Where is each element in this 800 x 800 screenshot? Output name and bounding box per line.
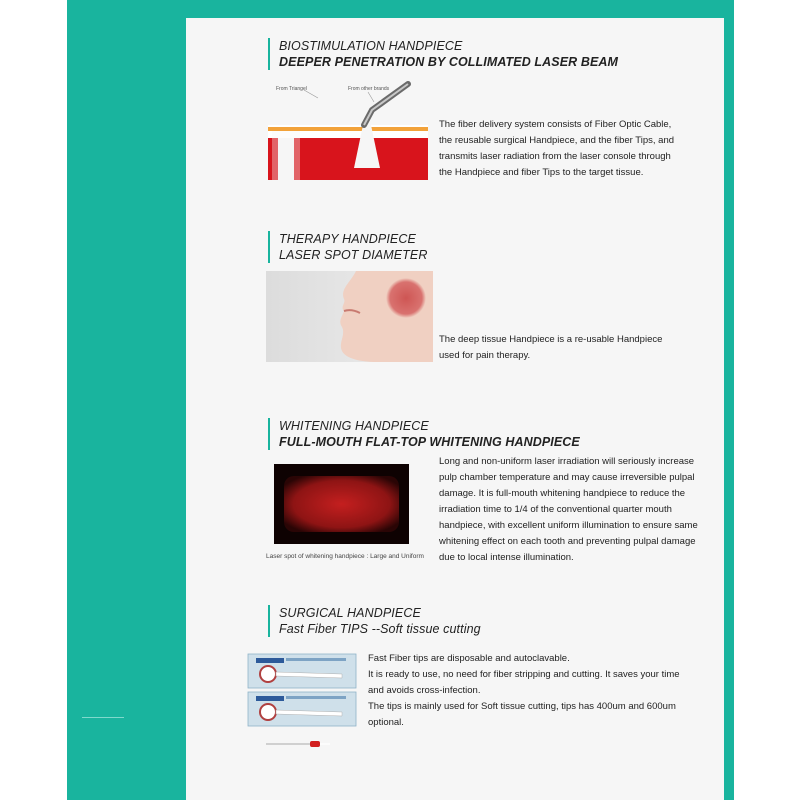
whitening-image-caption: Laser spot of whitening handpiece : Large and Uniform [266, 553, 424, 560]
section-therapy-heading [268, 231, 427, 263]
text-line: whitening effect on each tooth and preventing pulpal damage [439, 536, 696, 547]
section-subtitle: FULL-MOUTH FLAT-TOP WHITENING HANDPIECE [279, 435, 580, 449]
tip-package [248, 692, 356, 726]
text-line: optional. [368, 717, 404, 728]
section-title: THERAPY HANDPIECE [279, 232, 416, 246]
section-subtitle: LASER SPOT DIAMETER [279, 248, 428, 262]
text-line: the reusable surgical Handpiece, and the fiber Tips, and [439, 135, 675, 146]
fiber-tips-package-image [246, 652, 358, 752]
diagram-label-left: From Triangel [276, 86, 307, 92]
text-line: The deep tissue Handpiece is a re-usable Handpiece [439, 334, 663, 345]
fiber-tip [266, 741, 330, 747]
text-line: The fiber delivery system consists of Fiber Optic Cable, [439, 119, 672, 130]
text-line: handpiece, with excellent uniform illumination to ensure same [439, 520, 698, 531]
text-line: and avoids cross-infection. [368, 685, 481, 696]
laser-penetration-diagram [268, 80, 428, 180]
text-line: Fast Fiber tips are disposable and autoclavable. [368, 653, 570, 664]
section-title: WHITENING HANDPIECE [279, 419, 429, 433]
text-line: It is ready to use, no need for fiber stripping and cutting. It saves your time [368, 669, 680, 680]
section-title: BIOSTIMULATION HANDPIECE [279, 39, 463, 53]
section-biostimulation-description [439, 117, 674, 181]
whitening-laser-spot-image [274, 464, 409, 544]
text-line: used for pain therapy. [439, 350, 531, 361]
section-therapy-description [439, 332, 662, 364]
section-subtitle: Fast Fiber TIPS --Soft tissue cutting [279, 622, 481, 636]
tip-package [248, 654, 356, 688]
section-subtitle: DEEPER PENETRATION BY COLLIMATED LASER BEAM [279, 55, 619, 69]
text-line: The tips is mainly used for Soft tissue cutting, tips has 400um and 600um [368, 701, 676, 712]
text-line: damage. It is full-mouth whitening handpiece to reduce the [439, 488, 686, 499]
text-line: Long and non-uniform laser irradiation will seriously increase [439, 456, 695, 467]
section-surgical-heading [268, 605, 481, 637]
uniform-laser-spot [284, 476, 399, 532]
diagram-label-right: From other brands [348, 86, 390, 92]
text-line: irradiation time to 1/4 of the conventional quarter mouth [439, 504, 672, 515]
tissue-surface-layer [268, 127, 428, 131]
text-line: due to local intense illumination. [439, 552, 574, 563]
section-whitening-description [439, 454, 698, 566]
collimated-beam [278, 138, 294, 180]
text-line: pulp chamber temperature and may cause irreversible pulpal [439, 472, 695, 483]
face-laser-spot-image [266, 271, 433, 362]
laser-spot [386, 278, 426, 318]
section-biostimulation-heading [268, 38, 618, 70]
section-surgical-description [368, 651, 680, 731]
section-whitening-heading [268, 418, 580, 450]
decorative-line [82, 717, 124, 718]
text-line: the Handpiece and fiber Tips to the target tissue. [439, 167, 644, 178]
text-line: transmits laser radiation from the laser console through [439, 151, 671, 162]
section-title: SURGICAL HANDPIECE [279, 606, 421, 620]
